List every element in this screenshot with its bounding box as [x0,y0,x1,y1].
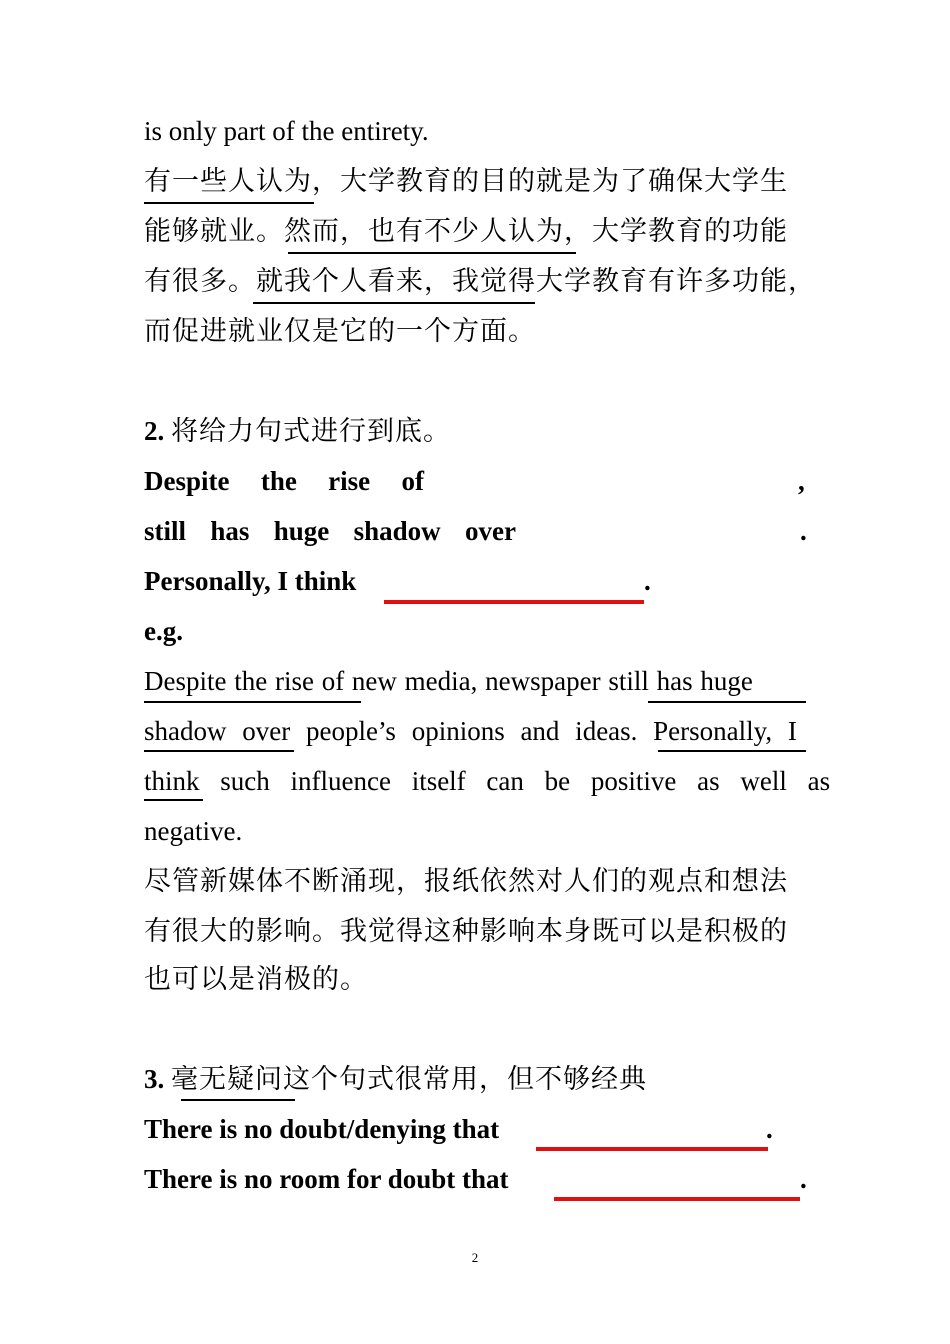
template-punctuation: . [766,1114,773,1144]
underline-mark [144,750,294,752]
example-line: negative. [144,816,243,846]
template-word: the [260,466,297,496]
underline-mark [144,202,314,204]
template-line-2 [144,514,516,548]
underline-mark [288,252,576,254]
template-punctuation: . [644,566,651,596]
example-line: Despite the rise of new media, newspaper still has huge [144,666,753,696]
page-number: 2 [471,1250,479,1265]
underline-mark [144,701,361,703]
template-word: Despite [144,466,230,496]
paragraph-chinese-line: 有一些人认为，大学教育的目的就是为了确保大学生 [144,166,788,196]
section-number: 3. [144,1064,165,1094]
section-2-heading [144,414,451,448]
underline-mark [658,750,806,752]
template-punctuation: . [800,1164,807,1194]
fill-blank-underline [554,1197,800,1201]
translation-line: 尽管新媒体不断涌现，报纸依然对人们的观点和想法 [144,866,788,896]
template-word: rise [328,466,371,496]
underline-mark [253,302,535,304]
section-number: 2. [144,416,165,446]
translation-line: 有很大的影响。我觉得这种影响本身既可以是积极的 [144,916,788,946]
template-word: over [465,516,516,546]
paragraph-chinese-line: 有很多。就我个人看来，我觉得大学教育有许多功能， [144,266,816,296]
template-word: of [401,466,424,496]
template-word: shadow [353,516,441,546]
template-line-3: Personally, I think [144,566,357,596]
underline-mark [181,1099,295,1101]
template-line: There is no doubt/denying that [144,1114,500,1144]
fill-blank-underline [536,1147,768,1151]
template-line: There is no room for doubt that [144,1164,509,1194]
template-punctuation: . [800,516,807,546]
template-word: huge [273,516,330,546]
template-word: still [144,516,187,546]
underline-mark [648,701,806,703]
section-title: 毫无疑问这个句式很常用，但不够经典 [171,1064,647,1094]
section-title: 将给力句式进行到底。 [171,416,451,446]
template-punctuation: , [798,466,805,496]
underline-mark [144,799,203,801]
example-line: think such influence itself can be positive as well as [144,766,831,796]
translation-line: 也可以是消极的。 [144,964,368,994]
paragraph-english-end: is only part of the entirety. [144,116,429,146]
fill-blank-underline [384,600,644,604]
example-line: shadow over people’s opinions and ideas. Personally, I [144,716,797,746]
template-word: has [210,516,250,546]
paragraph-chinese-line: 而促进就业仅是它的一个方面。 [144,316,536,346]
template-line-1 [144,464,424,498]
example-label: e.g. [144,616,183,646]
paragraph-chinese-line: 能够就业。然而，也有不少人认为，大学教育的功能 [144,216,788,246]
section-3-heading [144,1062,647,1096]
